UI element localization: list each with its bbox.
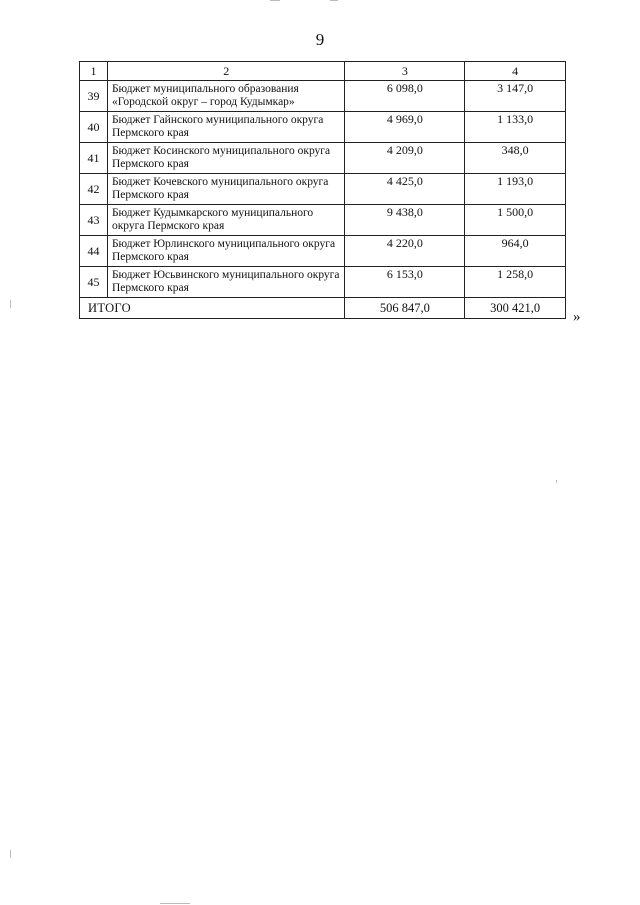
scan-artifact-top (330, 0, 338, 1)
value-col-4: 1 500,0 (465, 205, 566, 236)
scan-artifact-left (10, 850, 11, 858)
row-number: 42 (80, 174, 108, 205)
total-col-3: 506 847,0 (345, 298, 465, 319)
table-row (80, 174, 566, 205)
header-col-4: 4 (465, 62, 566, 81)
closing-quote: » (573, 309, 581, 325)
value-col-3: 4 209,0 (345, 143, 465, 174)
value-col-3: 6 153,0 (345, 267, 465, 298)
value-col-3: 4 220,0 (345, 236, 465, 267)
page-number: 9 (315, 30, 325, 49)
budget-name: Бюджет Гайнского муниципального округа Пермского края (107, 112, 345, 143)
row-number: 40 (80, 112, 108, 143)
row-number: 44 (80, 236, 108, 267)
budget-name: Бюджет Юрлинского муниципального округа Пермского края (107, 236, 345, 267)
table-header-row (80, 62, 566, 81)
value-col-4: 1 133,0 (465, 112, 566, 143)
budget-table (79, 61, 566, 319)
budget-name: Бюджет Косинского муниципального округа Пермского края (107, 143, 345, 174)
value-col-4: 1 258,0 (465, 267, 566, 298)
budget-name: Бюджет Кудымкарского муниципального округа Пермского края (107, 205, 345, 236)
budget-name: Бюджет Кочевского муниципального округа Пермского края (107, 174, 345, 205)
budget-name: Бюджет Юсьвинского муниципального округа Пермского края (107, 267, 345, 298)
table-row (80, 236, 566, 267)
row-number: 41 (80, 143, 108, 174)
scan-artifact-right (556, 480, 557, 483)
total-col-4: 300 421,0 (465, 298, 566, 319)
header-col-1: 1 (80, 62, 108, 81)
table-row (80, 143, 566, 174)
value-col-3: 6 098,0 (345, 81, 465, 112)
row-number: 45 (80, 267, 108, 298)
table-row (80, 112, 566, 143)
value-col-3: 9 438,0 (345, 205, 465, 236)
budget-name: Бюджет муниципального образования «Городской округ – город Кудымкар» (107, 81, 345, 112)
total-row (80, 298, 566, 319)
value-col-4: 964,0 (465, 236, 566, 267)
table-row (80, 267, 566, 298)
value-col-4: 1 193,0 (465, 174, 566, 205)
value-col-4: 3 147,0 (465, 81, 566, 112)
total-label: ИТОГО (80, 298, 345, 319)
table-row (80, 205, 566, 236)
row-number: 43 (80, 205, 108, 236)
scan-artifact-bottom (160, 903, 190, 904)
value-col-3: 4 425,0 (345, 174, 465, 205)
header-col-2: 2 (107, 62, 345, 81)
row-number: 39 (80, 81, 108, 112)
header-col-3: 3 (345, 62, 465, 81)
scan-artifact-left (10, 300, 11, 308)
table-row (80, 81, 566, 112)
value-col-4: 348,0 (465, 143, 566, 174)
scan-artifact-top (270, 0, 280, 1)
value-col-3: 4 969,0 (345, 112, 465, 143)
